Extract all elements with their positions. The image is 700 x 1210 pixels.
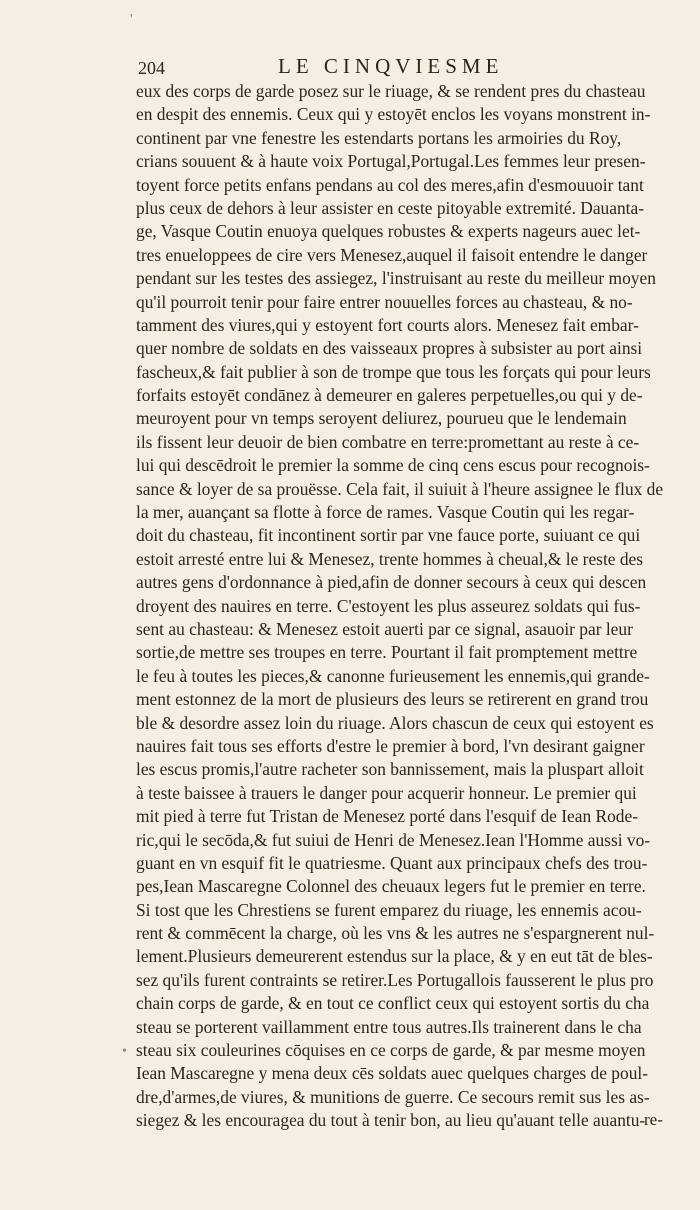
text-line: eux des corps de garde posez sur le riuage, & se rendent pres du chasteau <box>136 81 646 101</box>
text-line: ment estonnez de la mort de plusieurs des leurs se retirerent en grand trou <box>136 689 649 710</box>
text-line: tres enueloppees de cire vers Menesez,auquel il faisoit entendre le danger <box>136 244 648 265</box>
text-line: nauires fait tous ses efforts d'estre le premier à bord, l'vn desirant gaigner <box>136 735 645 756</box>
text-line: continent par vne fenestre les estendarts portans les armoiries du Roy, <box>136 127 622 148</box>
text-line: qu'il pourroit tenir pour faire entrer nouuelles forces au chasteau, & no- <box>136 291 633 312</box>
body-text <box>136 80 674 1133</box>
text-line: pendant sur les testes des assiegez, l'instruisant au reste du meilleur moyen <box>136 268 656 289</box>
text-line: droyent des nauires en terre. C'estoyent les plus asseurez soldats qui fus- <box>136 595 641 616</box>
text-line: la mer, auançant sa flotte à force de rames. Vasque Coutin qui les regar- <box>136 502 635 523</box>
text-line: forfaits estoyēt condānez à demeurer en galeres perpetuelles,ou qui y de- <box>136 385 643 406</box>
text-line: lement.Plusieurs demeurerent estendus sur la place, & y en eut tāt de bles- <box>136 946 653 967</box>
text-line: lui qui descēdroit le premier la somme de cinq cens escus pour recognois- <box>136 455 650 476</box>
text-line: crians souuent & à haute voix Portugal,Portugal.Les femmes leur presen- <box>136 151 646 172</box>
text-line: dre,d'armes,de viures, & munitions de guerre. Ce secours remit sus les as- <box>136 1086 650 1107</box>
text-line: tamment des viures,qui y estoyent fort courts alors. Menesez fait embar- <box>136 314 639 335</box>
text-line: rent & commēcent la charge, où les vns & les autres ne s'espargnerent nul- <box>136 923 655 944</box>
text-line: sortie,de mettre ses troupes en terre. Pourtant il fait promptement mettre <box>136 642 638 663</box>
text-line: quer nombre de soldats en des vaisseaux propres à subsister au port ainsi <box>136 338 643 359</box>
text-line: mit pied à terre fut Tristan de Menesez porté dans l'esquif de Iean Rode- <box>136 806 639 827</box>
text-line: à teste baissee à trauers le danger pour acquerir honneur. Le premier qui <box>136 782 637 803</box>
text-line: Si tost que les Chrestiens se furent emparez du riuage, les ennemis acou- <box>136 899 642 920</box>
text-line: plus ceux de dehors à leur assister en ceste pitoyable extremité. Dauanta- <box>136 197 644 218</box>
catchword: re- <box>644 1110 663 1129</box>
text-line: ble & desordre assez loin du riuage. Alors chascun de ceux qui estoyent es <box>136 712 654 733</box>
text-line: doit du chasteau, fit incontinent sortir par vne fauce porte, suiuant ce qui <box>136 525 641 546</box>
text-line: pes,Iean Mascaregne Colonnel des cheuaux legers fut le premier en terre. <box>136 876 646 897</box>
text-line: en despit des ennemis. Ceux qui y estoyēt enclos les voyans monstrent in- <box>136 104 651 125</box>
text-line: toyent force petits enfans pendans au col des meres,afin d'esmouuoir tant <box>136 174 644 195</box>
text-line: sez qu'ils furent contraints se retirer.Les Portugallois fausserent le plus pro <box>136 969 654 990</box>
running-head: LE CINQVIESME <box>278 54 504 78</box>
text-line: autres gens d'ordonnance à pied,afin de donner secours à ceux qui descen <box>136 572 647 593</box>
text-line: steau six couleurines cōquises en ce corps de garde, & par mesme moyen <box>136 1040 646 1061</box>
text-line: les escus promis,l'autre racheter son bannissement, mais la pluspart alloit <box>136 759 644 780</box>
text-line: estoit arresté entre lui & Menesez, trente hommes à cheual,& le reste des <box>136 548 644 569</box>
text-line: chain corps de garde, & en tout ce conflict ceux qui estoyent sortis du cha <box>136 993 650 1014</box>
text-line: guant en vn esquif fit le quatriesme. Quant aux principaux chefs des trou- <box>136 852 648 873</box>
text-line: fascheux,& fait publier à son de trompe que tous les forçats qui pour leurs <box>136 361 651 382</box>
text-line: ils fissent leur deuoir de bien combatre en terre:promettant au reste à ce- <box>136 431 640 452</box>
text-line: sance & loyer de sa prouësse. Cela fait, il suiuit à l'heure assignee le flux de <box>136 478 664 499</box>
text-line: steau se porterent vaillamment entre tous autres.Ils trainerent dans le cha <box>136 1016 642 1037</box>
text-line: le feu à toutes les pieces,& canonne furieusement les ennemis,qui grande- <box>136 665 650 686</box>
margin-dot: • <box>122 1044 127 1059</box>
text-line: Iean Mascaregne y mena deux cēs soldats auec quelques charges de poul- <box>136 1063 649 1084</box>
text-line: meuroyent pour vn temps seroyent deliurez, pourueu que le lendemain <box>136 408 627 429</box>
text-line: siegez & les encouragea du tout à tenir bon, au lieu qu'auant telle auantu- <box>136 1110 646 1131</box>
text-line: sent au chasteau: & Menesez estoit auerti par ce signal, asauoir par leur <box>136 618 633 639</box>
text-line: ric,qui le secōda,& fut suiui de Henri de Menesez.Iean l'Homme aussi vo- <box>136 829 651 850</box>
margin-mark: ' <box>130 12 133 27</box>
page-number: 204 <box>138 58 165 78</box>
text-line: ge, Vasque Coutin enuoya quelques robustes & experts nageurs auec let- <box>136 221 641 242</box>
